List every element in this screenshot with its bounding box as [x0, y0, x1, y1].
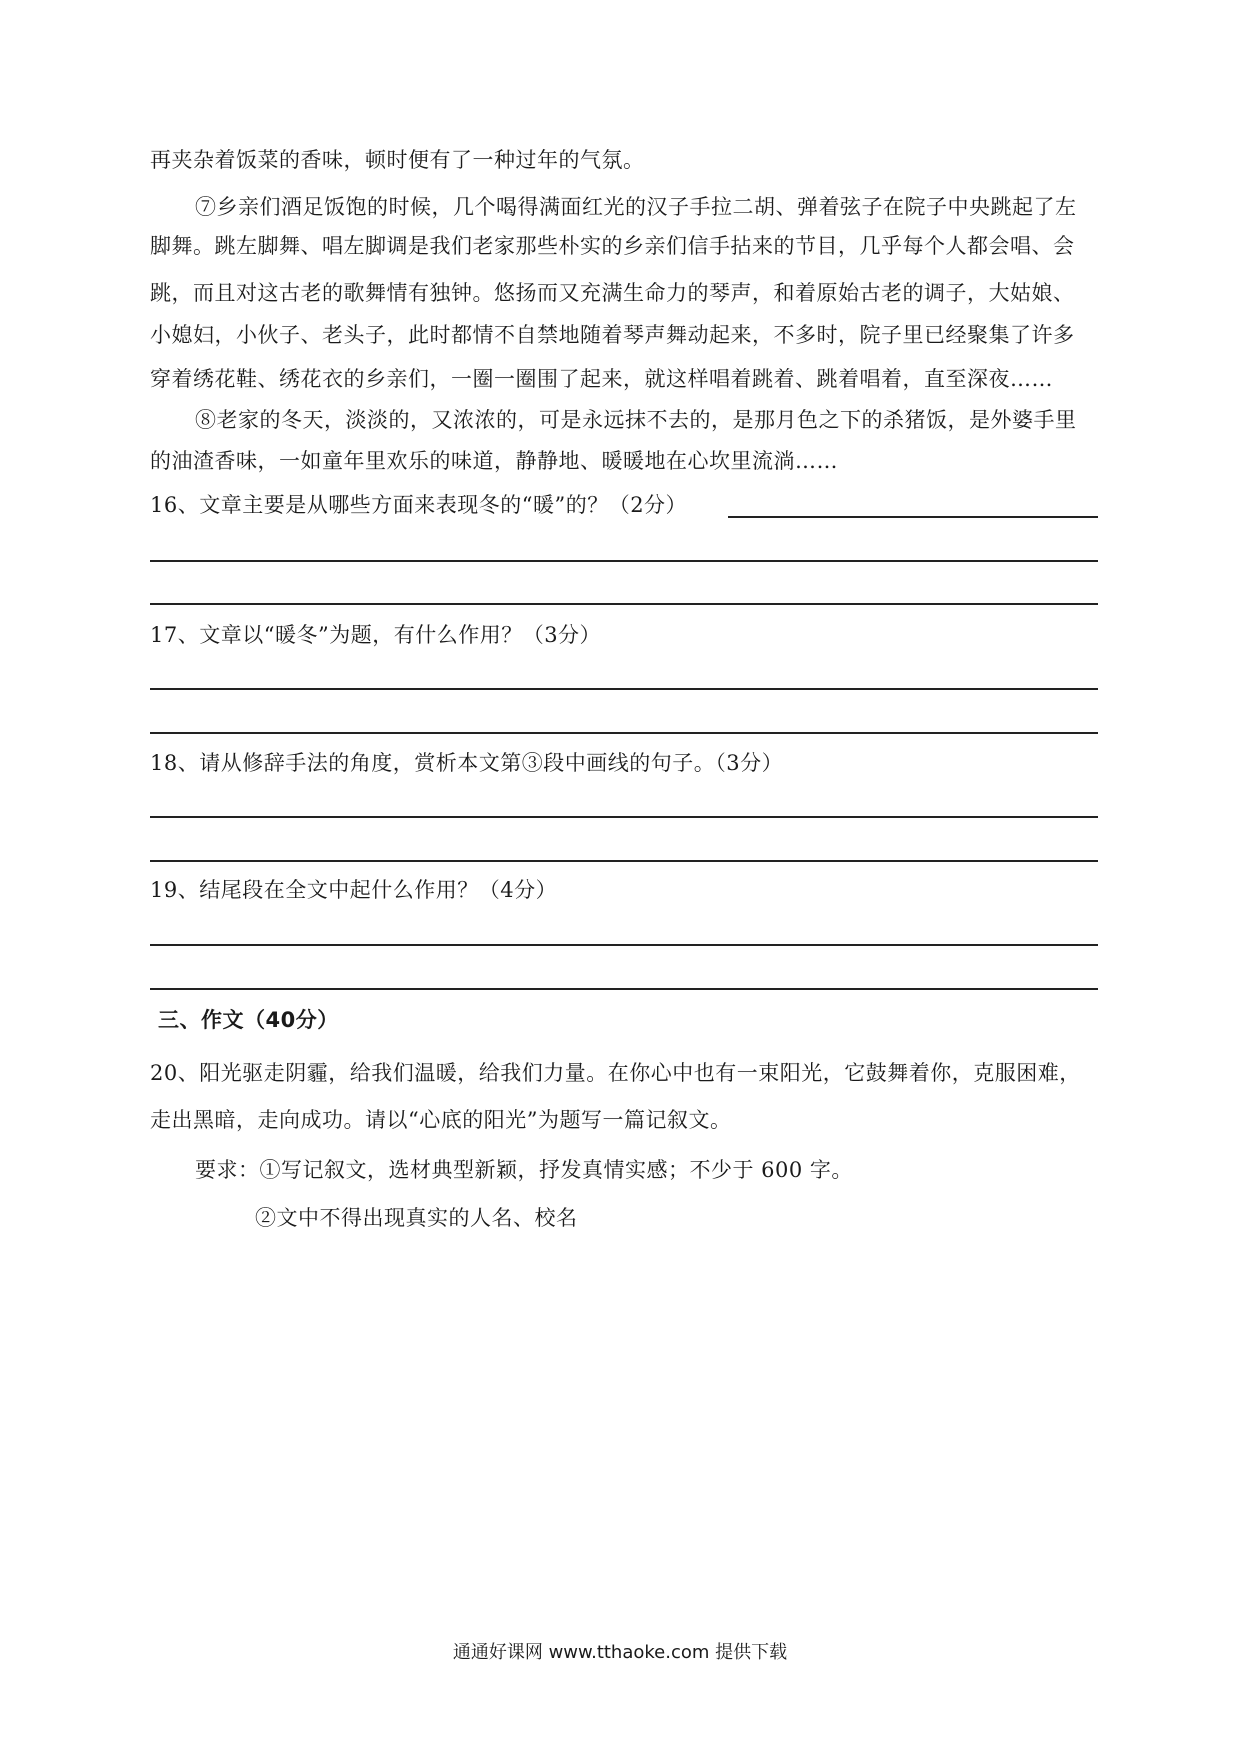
answer-line[interactable]	[150, 560, 1098, 562]
answer-line[interactable]	[150, 688, 1098, 690]
passage-paragraph-7-line: 脚舞。跳左脚舞、唱左脚调是我们老家那些朴实的乡亲们信手拈来的节目，几乎每个人都会唱、会	[150, 234, 1075, 258]
question-18: 18、请从修辞手法的角度，赏析本文第③段中画线的句子。（3分）	[150, 751, 784, 775]
composition-requirement-2: ②文中不得出现真实的人名、校名	[255, 1206, 578, 1230]
answer-line[interactable]	[150, 944, 1098, 946]
passage-paragraph-7-line: 小媳妇，小伙子、老头子，此时都情不自禁地随着琴声舞动起来，不多时，院子里已经聚集了许多	[150, 323, 1075, 347]
passage-paragraph-7-line: ⑦乡亲们酒足饭饱的时候，几个喝得满面红光的汉子手拉二胡、弹着弦子在院子中央跳起了左	[195, 195, 1077, 219]
answer-line[interactable]	[150, 860, 1098, 862]
composition-prompt-line: 20、阳光驱走阴霾，给我们温暖，给我们力量。在你心中也有一束阳光，它鼓舞着你，克服困难，	[150, 1061, 1081, 1085]
passage-paragraph-8-line: ⑧老家的冬天，淡淡的，又浓浓的，可是永远抹不去的，是那月色之下的杀猪饭，是外婆手里	[195, 408, 1077, 432]
question-17: 17、文章以“暖冬”为题，有什么作用？（3分）	[150, 623, 602, 647]
question-19: 19、结尾段在全文中起什么作用？（4分）	[150, 878, 558, 902]
page-footer: 通通好课网 www.tthaoke.com 提供下载	[452, 1642, 788, 1663]
composition-prompt-line: 走出黑暗，走向成功。请以“心底的阳光”为题写一篇记叙文。	[150, 1108, 732, 1132]
passage-paragraph-8-line: 的油渣香味，一如童年里欢乐的味道，静静地、暖暖地在心坎里流淌……	[150, 449, 838, 473]
passage-paragraph-7-line: 穿着绣花鞋、绣花衣的乡亲们，一圈一圈围了起来，就这样唱着跳着、跳着唱着，直至深夜……	[150, 367, 1053, 391]
answer-line[interactable]	[728, 516, 1098, 518]
composition-requirement-1: 要求：①写记叙文，选材典型新颖，抒发真情实感；不少于 600 字。	[195, 1158, 853, 1182]
answer-line[interactable]	[150, 732, 1098, 734]
question-16: 16、文章主要是从哪些方面来表现冬的“暖”的？（2分）	[150, 493, 688, 517]
answer-line[interactable]	[150, 816, 1098, 818]
section-heading-composition: 三、作文（40分）	[158, 1008, 339, 1032]
passage-line: 再夹杂着饭菜的香味，顿时便有了一种过年的气氛。	[150, 148, 645, 172]
answer-line[interactable]	[150, 988, 1098, 990]
answer-line[interactable]	[150, 603, 1098, 605]
passage-paragraph-7-line: 跳，而且对这古老的歌舞情有独钟。悠扬而又充满生命力的琴声，和着原始古老的调子，大姑娘、	[150, 281, 1075, 305]
